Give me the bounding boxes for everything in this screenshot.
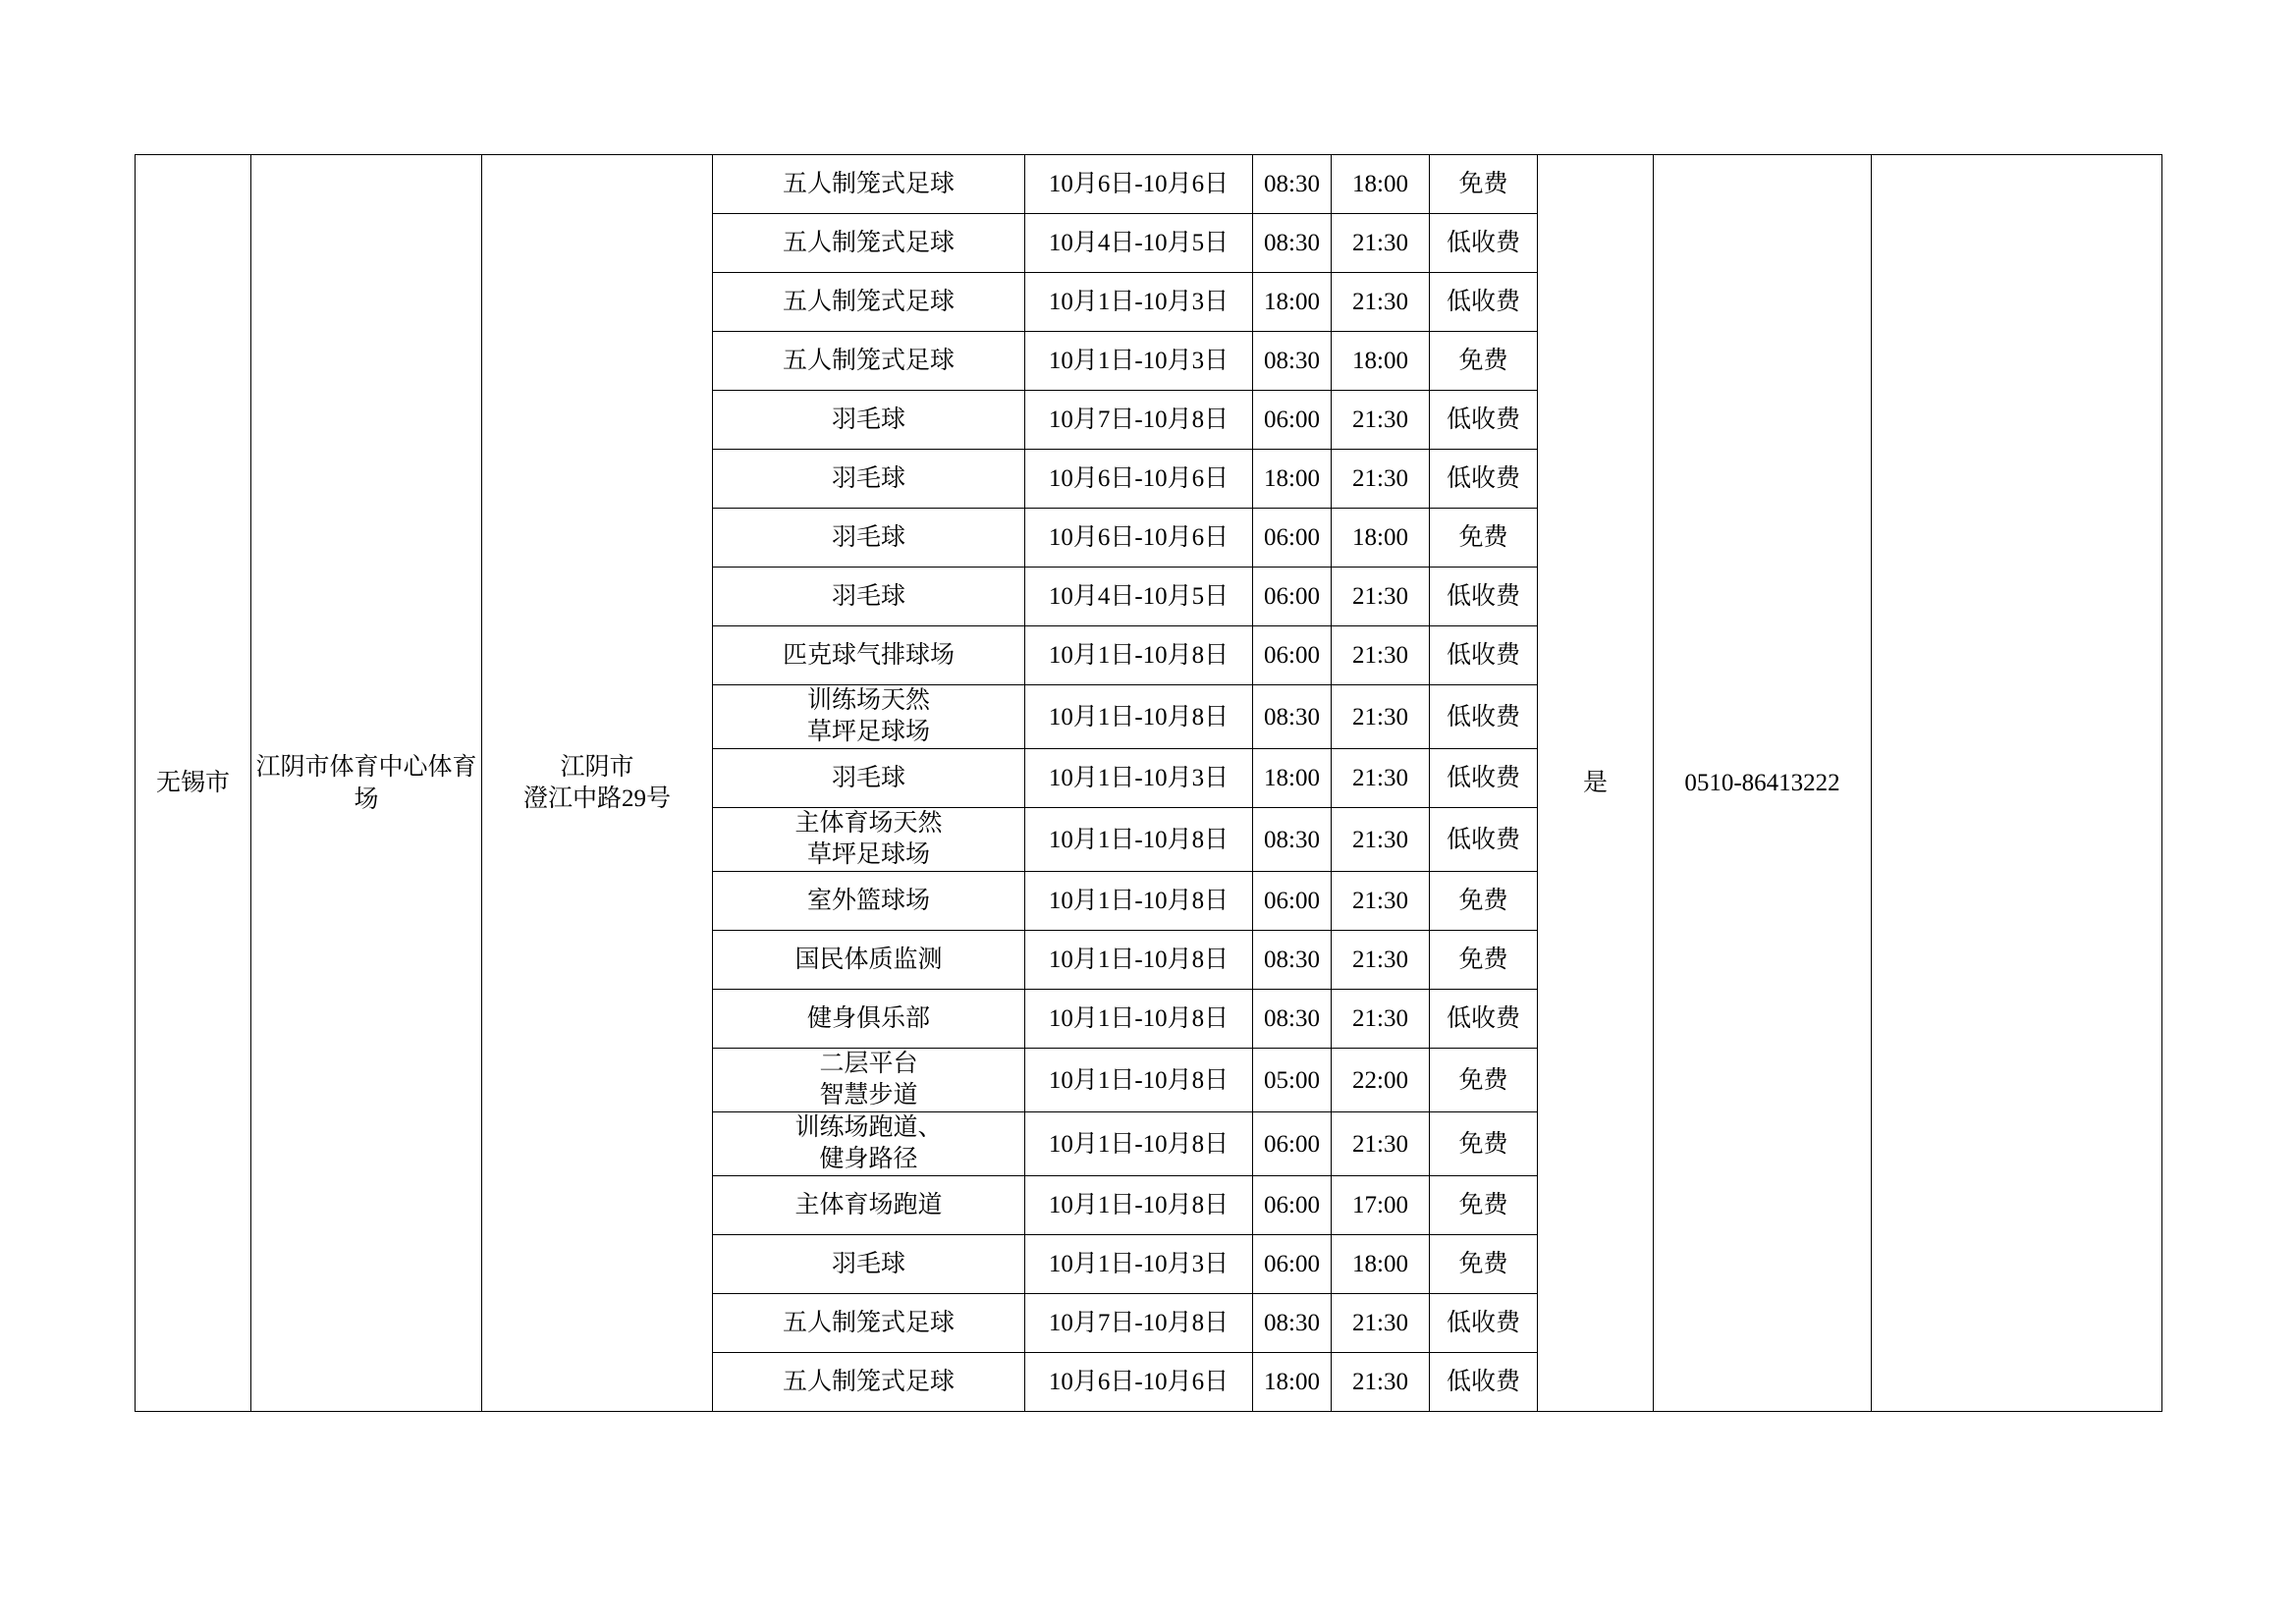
cell-end-time: 21:30 xyxy=(1332,1294,1430,1353)
cell-date-range: 10月4日-10月5日 xyxy=(1025,568,1253,626)
cell-date-range: 10月6日-10月6日 xyxy=(1025,155,1253,214)
cell-end-time: 21:30 xyxy=(1332,1353,1430,1412)
cell-date-range: 10月4日-10月5日 xyxy=(1025,214,1253,273)
project-line-2: 健身路径 xyxy=(819,1146,918,1172)
cell-start-time: 06:00 xyxy=(1253,568,1332,626)
cell-start-time: 06:00 xyxy=(1253,1235,1332,1294)
cell-project: 五人制笼式足球 xyxy=(713,1353,1025,1412)
cell-address xyxy=(482,155,713,1412)
cell-start-time: 08:30 xyxy=(1253,808,1332,872)
cell-end-time: 21:30 xyxy=(1332,808,1430,872)
cell-project: 羽毛球 xyxy=(713,1235,1025,1294)
cell-date-range: 10月1日-10月3日 xyxy=(1025,749,1253,808)
cell-open-to-public: 是 xyxy=(1538,155,1654,1412)
venue-schedule-table xyxy=(135,154,2162,1412)
cell-start-time: 18:00 xyxy=(1253,273,1332,332)
cell-start-time: 08:30 xyxy=(1253,214,1332,273)
cell-end-time: 21:30 xyxy=(1332,391,1430,450)
cell-venue-name: 江阴市体育中心体育场 xyxy=(251,155,482,1412)
cell-project: 匹克球气排球场 xyxy=(713,626,1025,685)
cell-project: 室外篮球场 xyxy=(713,872,1025,931)
cell-date-range: 10月1日-10月8日 xyxy=(1025,685,1253,749)
cell-date-range: 10月1日-10月8日 xyxy=(1025,626,1253,685)
cell-end-time: 21:30 xyxy=(1332,214,1430,273)
cell-end-time: 21:30 xyxy=(1332,626,1430,685)
cell-end-time: 18:00 xyxy=(1332,155,1430,214)
cell-date-range: 10月6日-10月6日 xyxy=(1025,509,1253,568)
cell-fee-type: 低收费 xyxy=(1430,990,1538,1049)
table-body xyxy=(136,155,2162,1412)
project-line-1: 训练场跑道、 xyxy=(794,1114,943,1141)
cell-start-time: 18:00 xyxy=(1253,450,1332,509)
cell-start-time: 08:30 xyxy=(1253,155,1332,214)
project-line-2: 智慧步道 xyxy=(819,1082,918,1109)
cell-date-range: 10月1日-10月8日 xyxy=(1025,872,1253,931)
cell-project: 国民体质监测 xyxy=(713,931,1025,990)
cell-fee-type: 低收费 xyxy=(1430,808,1538,872)
cell-end-time: 17:00 xyxy=(1332,1176,1430,1235)
cell-project xyxy=(713,1049,1025,1112)
cell-project xyxy=(713,808,1025,872)
cell-start-time: 06:00 xyxy=(1253,509,1332,568)
cell-fee-type: 低收费 xyxy=(1430,1353,1538,1412)
cell-fee-type: 低收费 xyxy=(1430,214,1538,273)
project-line-1: 主体育场天然 xyxy=(794,810,943,837)
cell-end-time: 21:30 xyxy=(1332,1112,1430,1176)
cell-project: 羽毛球 xyxy=(713,450,1025,509)
cell-project: 羽毛球 xyxy=(713,391,1025,450)
cell-end-time: 21:30 xyxy=(1332,273,1430,332)
cell-fee-type: 低收费 xyxy=(1430,568,1538,626)
cell-project: 五人制笼式足球 xyxy=(713,332,1025,391)
address-line-1: 江阴市 xyxy=(560,753,634,781)
cell-date-range: 10月1日-10月8日 xyxy=(1025,1112,1253,1176)
cell-date-range: 10月7日-10月8日 xyxy=(1025,391,1253,450)
cell-start-time: 08:30 xyxy=(1253,931,1332,990)
cell-start-time: 18:00 xyxy=(1253,749,1332,808)
cell-fee-type: 免费 xyxy=(1430,509,1538,568)
cell-fee-type: 免费 xyxy=(1430,1176,1538,1235)
cell-city: 无锡市 xyxy=(136,155,251,1412)
cell-date-range: 10月1日-10月8日 xyxy=(1025,990,1253,1049)
cell-start-time: 06:00 xyxy=(1253,626,1332,685)
cell-date-range: 10月6日-10月6日 xyxy=(1025,450,1253,509)
cell-fee-type: 低收费 xyxy=(1430,450,1538,509)
cell-start-time: 08:30 xyxy=(1253,1294,1332,1353)
cell-start-time: 08:30 xyxy=(1253,332,1332,391)
cell-project: 羽毛球 xyxy=(713,749,1025,808)
cell-date-range: 10月6日-10月6日 xyxy=(1025,1353,1253,1412)
project-line-1: 训练场天然 xyxy=(806,687,930,714)
cell-end-time: 18:00 xyxy=(1332,509,1430,568)
cell-date-range: 10月1日-10月3日 xyxy=(1025,332,1253,391)
cell-project: 五人制笼式足球 xyxy=(713,273,1025,332)
cell-end-time: 21:30 xyxy=(1332,450,1430,509)
cell-fee-type: 免费 xyxy=(1430,1112,1538,1176)
cell-end-time: 21:30 xyxy=(1332,685,1430,749)
cell-project: 五人制笼式足球 xyxy=(713,1294,1025,1353)
cell-start-time: 08:30 xyxy=(1253,990,1332,1049)
cell-fee-type: 免费 xyxy=(1430,931,1538,990)
cell-start-time: 06:00 xyxy=(1253,1112,1332,1176)
cell-fee-type: 低收费 xyxy=(1430,626,1538,685)
cell-date-range: 10月1日-10月8日 xyxy=(1025,808,1253,872)
project-line-2: 草坪足球场 xyxy=(806,719,930,745)
cell-start-time: 06:00 xyxy=(1253,872,1332,931)
cell-date-range: 10月1日-10月3日 xyxy=(1025,273,1253,332)
cell-fee-type: 免费 xyxy=(1430,1235,1538,1294)
project-line-2: 草坪足球场 xyxy=(806,841,930,868)
cell-fee-type: 免费 xyxy=(1430,155,1538,214)
cell-project: 五人制笼式足球 xyxy=(713,214,1025,273)
cell-end-time: 22:00 xyxy=(1332,1049,1430,1112)
cell-start-time: 06:00 xyxy=(1253,391,1332,450)
cell-date-range: 10月1日-10月8日 xyxy=(1025,1049,1253,1112)
cell-fee-type: 低收费 xyxy=(1430,749,1538,808)
cell-date-range: 10月1日-10月3日 xyxy=(1025,1235,1253,1294)
table-row xyxy=(136,155,2162,214)
cell-remark xyxy=(1872,155,2162,1412)
venue-schedule-table-container xyxy=(135,154,2161,1412)
cell-date-range: 10月1日-10月8日 xyxy=(1025,931,1253,990)
cell-start-time: 06:00 xyxy=(1253,1176,1332,1235)
cell-project: 健身俱乐部 xyxy=(713,990,1025,1049)
cell-date-range: 10月1日-10月8日 xyxy=(1025,1176,1253,1235)
cell-fee-type: 低收费 xyxy=(1430,685,1538,749)
cell-end-time: 21:30 xyxy=(1332,749,1430,808)
cell-end-time: 21:30 xyxy=(1332,872,1430,931)
cell-end-time: 21:30 xyxy=(1332,931,1430,990)
cell-phone: 0510-86413222 xyxy=(1654,155,1872,1412)
cell-start-time: 08:30 xyxy=(1253,685,1332,749)
cell-end-time: 18:00 xyxy=(1332,332,1430,391)
address-line-2: 澄江中路29号 xyxy=(522,784,671,812)
cell-fee-type: 低收费 xyxy=(1430,391,1538,450)
cell-fee-type: 低收费 xyxy=(1430,1294,1538,1353)
cell-fee-type: 免费 xyxy=(1430,332,1538,391)
cell-project xyxy=(713,1112,1025,1176)
cell-start-time: 05:00 xyxy=(1253,1049,1332,1112)
cell-fee-type: 免费 xyxy=(1430,872,1538,931)
project-line-1: 二层平台 xyxy=(819,1051,918,1077)
cell-fee-type: 低收费 xyxy=(1430,273,1538,332)
cell-project: 五人制笼式足球 xyxy=(713,155,1025,214)
cell-end-time: 21:30 xyxy=(1332,990,1430,1049)
cell-project xyxy=(713,685,1025,749)
cell-project: 主体育场跑道 xyxy=(713,1176,1025,1235)
cell-date-range: 10月7日-10月8日 xyxy=(1025,1294,1253,1353)
cell-project: 羽毛球 xyxy=(713,509,1025,568)
cell-end-time: 21:30 xyxy=(1332,568,1430,626)
cell-start-time: 18:00 xyxy=(1253,1353,1332,1412)
cell-end-time: 18:00 xyxy=(1332,1235,1430,1294)
cell-project: 羽毛球 xyxy=(713,568,1025,626)
cell-fee-type: 免费 xyxy=(1430,1049,1538,1112)
